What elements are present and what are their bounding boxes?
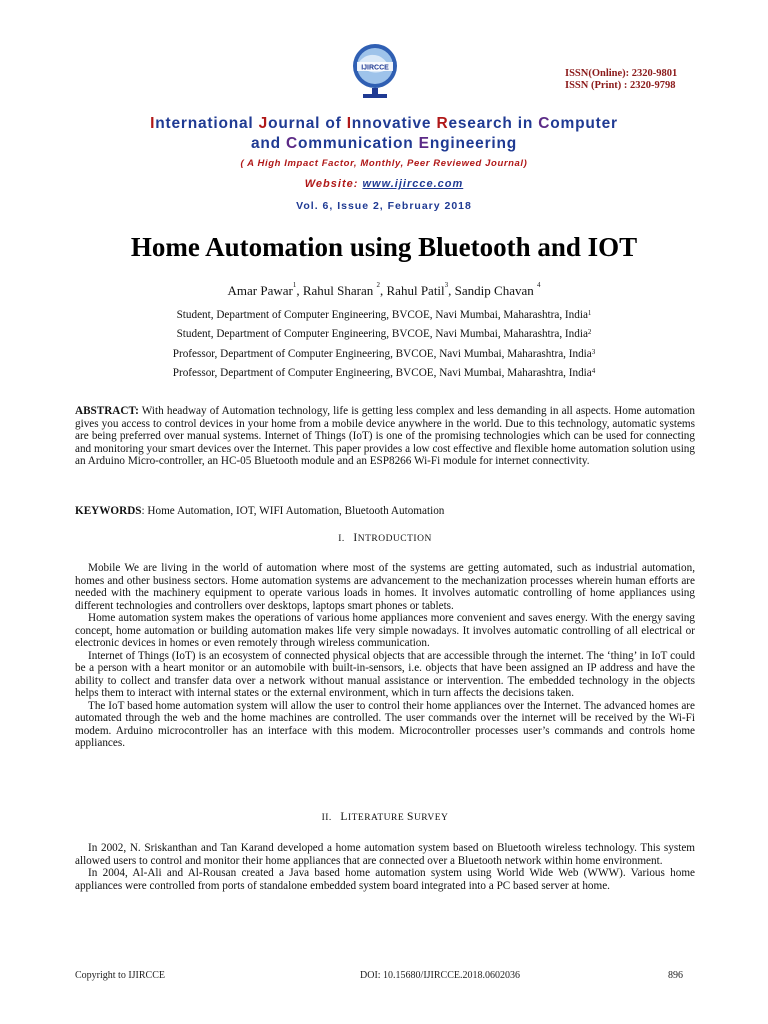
literature-body <box>75 842 695 892</box>
paragraph: Mobile We are living in the world of automation where most of the systems are getting automated, such as industrial automation, homes and other business sectors. Home automation systems are advancement to the mechanization processes wherein human efforts are needed with the machinery equipment to operate various loads in homes. It involves automatic controlling of home appliances using different technologies and controllers over desktops, laptops smart phones or tablets. <box>75 562 695 612</box>
page-number: 896 <box>668 970 683 981</box>
paper-title: Home Automation using Bluetooth and IOT <box>130 232 638 262</box>
affiliation: Professor, Department of Computer Engineering, BVCOE, Navi Mumbai, Maharashtra, India$^4$ <box>172 366 596 379</box>
issn-print: ISSN (Print) : 2320-9798 <box>565 80 676 91</box>
keywords-label: KEYWORDS <box>75 505 142 517</box>
journal-title: International Journal of Innovative Research in Computer and Communication Engineering <box>150 115 618 152</box>
website-link[interactable]: www.ijircce.com <box>362 178 464 190</box>
footer-doi: DOI: 10.15680/IJIRCCE.2018.0602036 <box>360 970 520 981</box>
volume-issue: Vol. 6, Issue 2, February 2018 <box>296 200 472 212</box>
footer-copyright: Copyright to IJIRCCE <box>75 970 166 981</box>
abstract-text: With headway of Automation technology, life is getting less complex and less demanding in all aspects. Home automation gives you access to control devices in your home from a mobile device anywhere in the world. Due to this technology, automatic systems are being preferred over manual systems. Internet of Things (IoT) is one of the promising technologies which can be used for connecting and monitoring your smart devices over the Internet. This paper provides a low cost effective and flexible home automation solution using an Arduino Micro-controller, an HC-05 Bluetooth module and an ESP8266 Wi-Fi module for internet connectivity. <box>75 405 695 467</box>
section-heading-introduction: I. INTRODUCTION <box>338 532 432 544</box>
logo-text: IJIRCCE <box>361 64 389 72</box>
paragraph: Home automation system makes the operations of various home appliances more convenient and saves energy. With the energy saving concept, home automation or building automation makes life very simple nowadays. It involves automatic controlling of all electrical or electronic devices in homes or even remotely through wireless communication. <box>75 612 695 649</box>
website-label: Website: <box>304 178 363 190</box>
affiliation-list <box>40 306 728 383</box>
issn-online: ISSN(Online): 2320-9801 <box>565 68 678 79</box>
abstract <box>75 405 695 468</box>
affiliation: Student, Department of Computer Engineering, BVCOE, Navi Mumbai, Maharashtra, India$^1$ <box>176 309 592 321</box>
author-name: Sandip Chavan <box>454 283 537 298</box>
paragraph: In 2004, Al-Ali and Al-Rousan created a Java based home automation system using World Wide Web (WWW). Various home appliances were controlled from ports of standalone embedded system board integrated into a PC based server at home. <box>75 867 695 892</box>
author-list: Amar Pawar$^1$, Rahul Sharan $^2$, Rahul Patil$^3$, Sandip Chavan $^4$ <box>227 281 541 298</box>
section-heading-literature-survey: II. LITERATURE SURVEY <box>321 811 449 823</box>
paragraph: In 2002, N. Sriskanthan and Tan Karand developed a home automation system based on Bluetooth wireless technology. This system allowed users to control and monitor their home appliances that are connected over a Bluetooth network within home environment. <box>75 842 695 867</box>
journal-logo <box>345 40 405 102</box>
issn-block <box>565 68 677 92</box>
abstract-label: ABSTRACT: <box>75 405 139 417</box>
introduction-body <box>75 562 695 750</box>
website-line <box>60 178 708 190</box>
keywords-text: : Home Automation, IOT, WIFI Automation, Bluetooth Automation <box>141 505 445 517</box>
paragraph: Internet of Things (IoT) is an ecosystem of connected physical objects that are accessible through the internet. The ‘thing’ in IoT could be a person with a heart monitor or an automobile with built-in-sensors, i.e. objects that have been assigned an IP address and have the ability to collect and transfer data over a network without manual assistance or intervention. The embedded technology in the objects helps them to interact with internal states or the external environment, which in turn affects the decisions taken. <box>75 649 695 699</box>
affiliation: Student, Department of Computer Engineering, BVCOE, Navi Mumbai, Maharashtra, India$^2$ <box>176 328 592 341</box>
keywords <box>75 505 695 518</box>
author-name: Rahul Sharan <box>302 283 377 298</box>
author-name: Amar Pawar <box>227 283 293 298</box>
author-name: Rahul Patil <box>386 283 445 298</box>
journal-subtitle: ( A High Impact Factor, Monthly, Peer Reviewed Journal) <box>240 158 528 169</box>
paragraph: The IoT based home automation system will allow the user to control their home appliances over the Internet. The advanced homes are automated through the web and the home machines are controlled. The user commands over the internet will be received by the Wi-Fi modem. Arduino microcontroller has an interface with this modem. Microcontroller processes user’s commands and controls home appliances. <box>75 699 695 749</box>
affiliation: Professor, Department of Computer Engineering, BVCOE, Navi Mumbai, Maharashtra, India$^3$ <box>172 347 596 360</box>
